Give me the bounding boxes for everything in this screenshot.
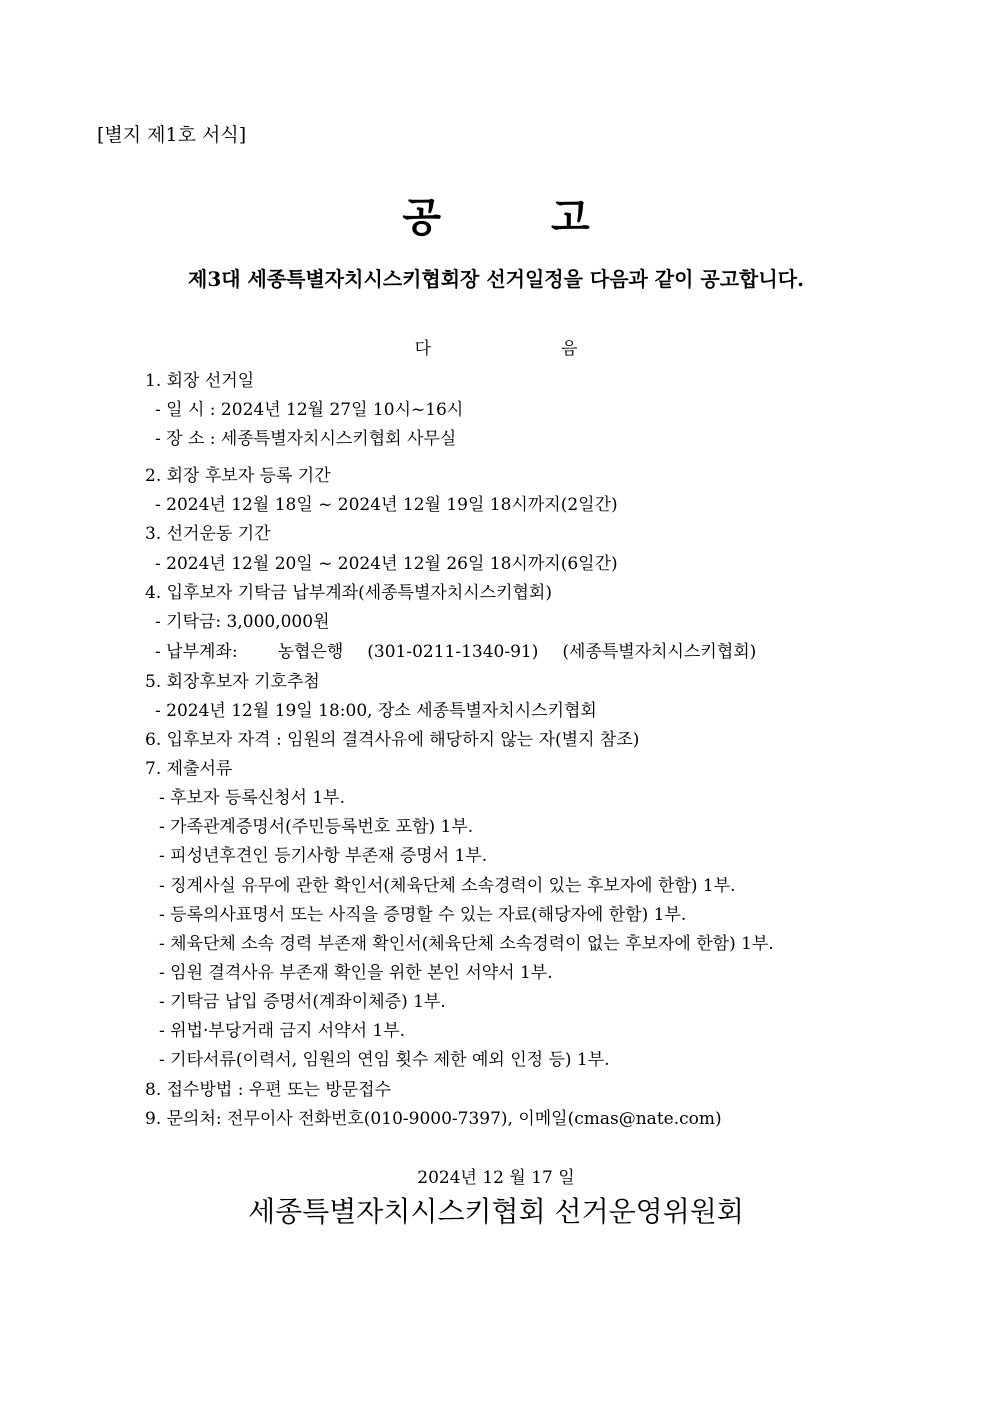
item-4: 4. 입후보자 기탁금 납부계좌(세종특별자치시스키협회): [145, 583, 552, 603]
section-heading-part2: 음: [561, 339, 578, 359]
item-7-doc-d: - 징계사실 유무에 관한 확인서(체육단체 소속경력이 있는 후보자에 한함) 1부.: [159, 876, 736, 896]
item-5: 5. 회장후보자 기호추첨: [145, 672, 320, 692]
notice-date: 2024년 12 월 17 일: [417, 1168, 575, 1188]
item-7-doc-g: - 임원 결격사유 부존재 확인을 위한 본인 서약서 1부.: [159, 963, 553, 983]
item-7-doc-i: - 위법·부당거래 금지 서약서 1부.: [159, 1021, 406, 1041]
item-3: 3. 선거운동 기간: [145, 524, 271, 544]
item-2: 2. 회장 후보자 등록 기간: [145, 466, 331, 486]
notice-title-part2: 고: [551, 194, 590, 241]
item-7-doc-j: - 기타서류(이력서, 임원의 연임 횟수 제한 예외 인정 등) 1부.: [159, 1050, 610, 1070]
item-5-draw: - 2024년 12월 19일 18:00, 장소 세종특별자치시스키협회: [155, 701, 597, 721]
organization-name: 세종특별자치시스키협회 선거운영위원회: [248, 1195, 744, 1228]
item-8: 8. 접수방법 : 우편 또는 방문접수: [145, 1080, 392, 1100]
item-7: 7. 제출서류: [145, 759, 233, 779]
section-heading-part1: 다: [414, 339, 431, 359]
form-label: [별지 제1호 서식]: [97, 124, 247, 146]
item-9: 9. 문의처: 전무이사 전화번호(010-9000-7397), 이메일(cmas@nate.com): [145, 1109, 722, 1129]
item-7-doc-c: - 피성년후견인 등기사항 부존재 증명서 1부.: [159, 846, 488, 866]
notice-title-part1: 공: [402, 194, 441, 241]
item-4-account: [155, 637, 756, 662]
account-number: (301-0211-1340-91): [367, 642, 539, 662]
account-holder: (세종특별자치시스키협회): [562, 642, 757, 662]
item-7-doc-a: - 후보자 등록신청서 1부.: [159, 788, 345, 808]
item-7-doc-e: - 등록의사표명서 또는 사직을 증명할 수 있는 자료(해당자에 한함) 1부.: [159, 905, 687, 925]
item-2-period: - 2024년 12월 18일 ~ 2024년 12월 19일 18시까지(2일간): [155, 495, 618, 515]
intro-text: 제3대 세종특별자치시스키협회장 선거일정을 다음과 같이 공고합니다.: [188, 267, 804, 291]
section-heading: [0, 334, 992, 359]
item-1-datetime: - 일 시 : 2024년 12월 27일 10시~16시: [155, 400, 464, 420]
notice-title: [0, 186, 992, 243]
account-label: - 납부계좌:: [155, 642, 238, 662]
item-7-doc-f: - 체육단체 소속 경력 부존재 확인서(체육단체 소속경력이 없는 후보자에 한함) 1부.: [159, 934, 774, 954]
item-1-place: - 장 소 : 세종특별자치시스키협회 사무실: [155, 429, 457, 449]
item-1: 1. 회장 선거일: [145, 371, 255, 391]
item-7-doc-b: - 가족관계증명서(주민등록번호 포함) 1부.: [159, 817, 474, 837]
item-3-period: - 2024년 12월 20일 ~ 2024년 12월 26일 18시까지(6일간): [155, 554, 618, 574]
item-4-deposit: - 기탁금: 3,000,000원: [155, 612, 330, 632]
account-bank: 농협은행: [277, 642, 344, 662]
item-6: 6. 입후보자 자격 : 임원의 결격사유에 해당하지 않는 자(별지 참조): [145, 730, 640, 750]
item-7-doc-h: - 기탁금 납입 증명서(계좌이체증) 1부.: [159, 992, 446, 1012]
